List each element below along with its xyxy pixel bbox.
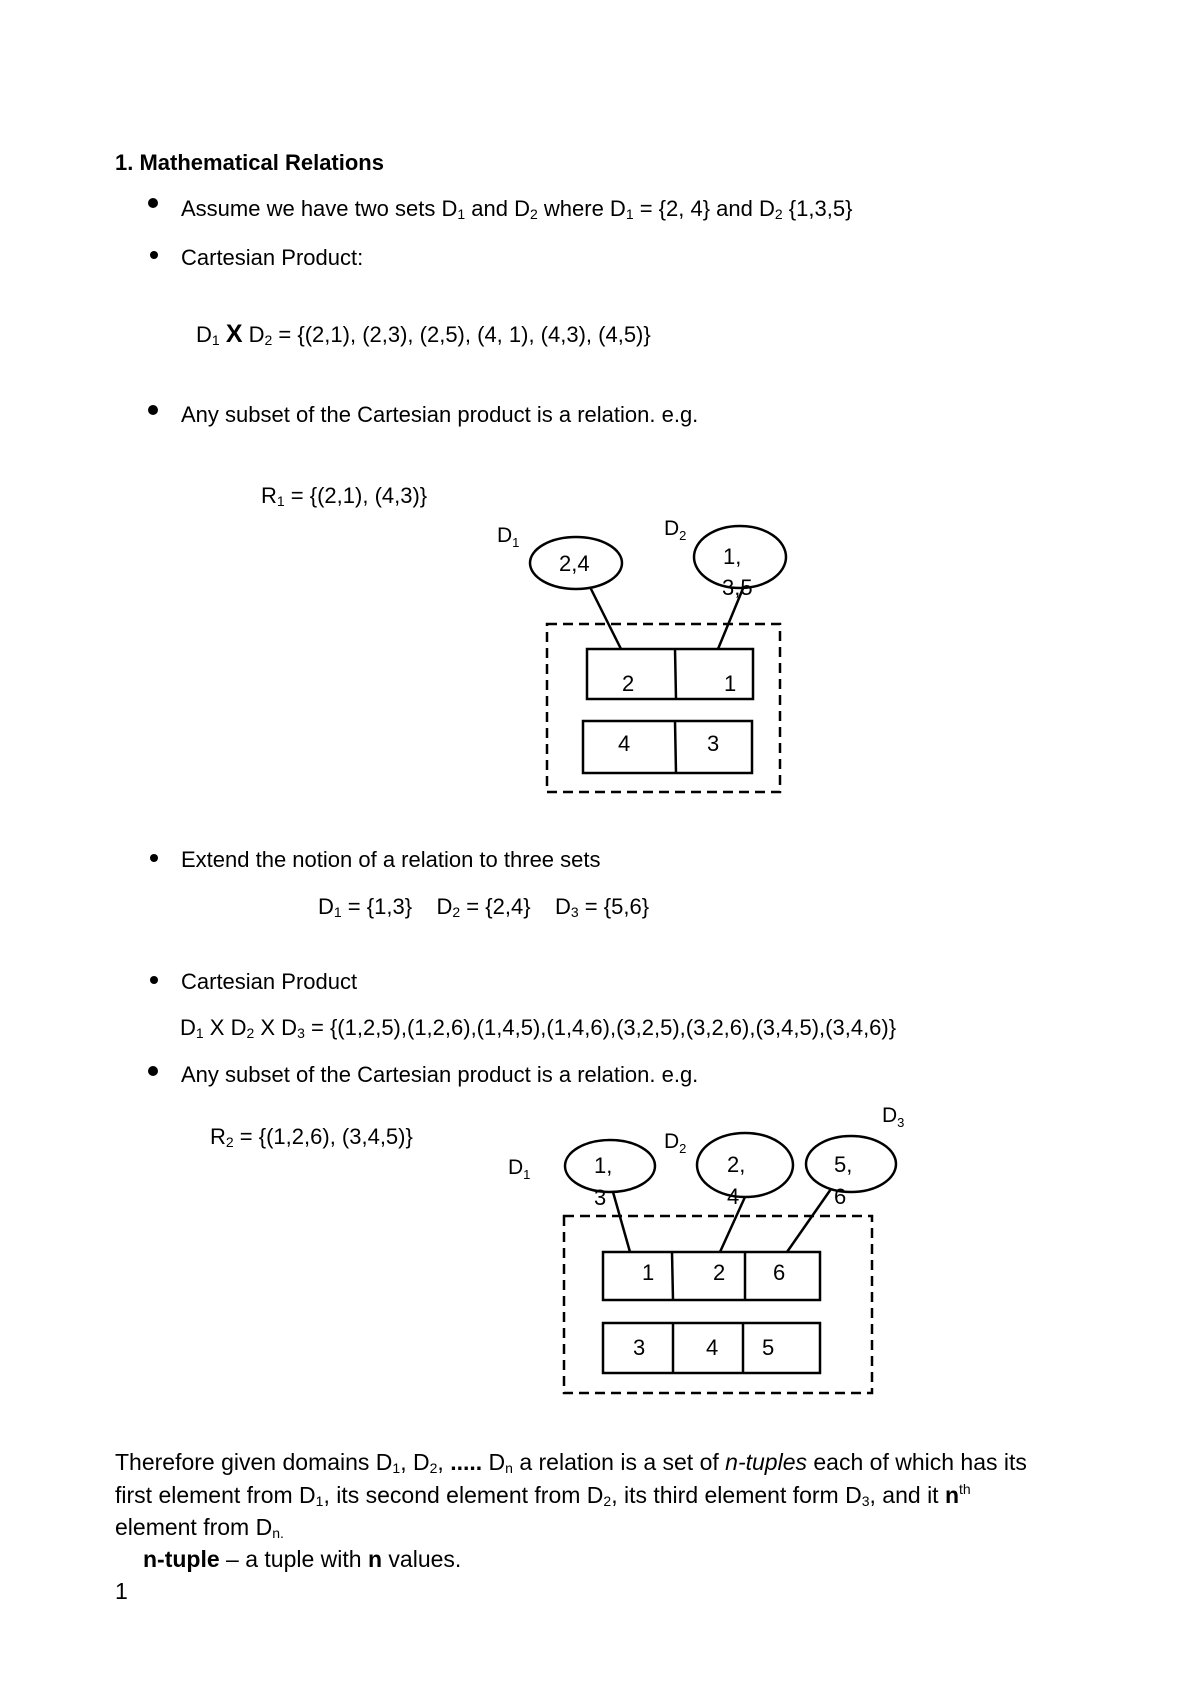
diagram2-cell: 3 xyxy=(633,1335,646,1360)
cartesian-product-d1-d2-d3: $D_1$ X $D_2$ X $D_3 = \{(1,2,5),(1,2,6),(1,4,5),(1,4,6),(3,2,5),(3,2,6),(3,4,5),(3,4,6)\}$ xyxy=(180,1015,897,1041)
diagram2-cell: 2 xyxy=(713,1260,726,1285)
bullet-cartesian-product: Cartesian Product: xyxy=(181,245,364,270)
diagram1-cell: 1 xyxy=(724,671,737,696)
diagram2-cell: 1 xyxy=(642,1260,655,1285)
bullet-three-sets: Extend the notion of a relation to three sets xyxy=(181,847,601,872)
diagram2-cell-divider xyxy=(672,1252,673,1300)
diagram2-oval2-text-line2: 4 xyxy=(727,1184,740,1209)
relation-r2: $R_2 = \{(1,2,6)$, (3,4,5)} xyxy=(210,1124,413,1150)
section-heading: 1. Mathematical Relations xyxy=(115,150,384,175)
diagram2-d1-label: $D_1$ xyxy=(508,1156,531,1182)
diagram2-d2-label: $D_2$ xyxy=(664,1130,687,1156)
bullet-sets-definition: Assume we have two sets $D_1$ and $D_2$ where $D_1 = \{2$, 4} and $D_2$ {1,3,5} xyxy=(181,196,853,222)
bullet-subset-relation-2: Any subset of the Cartesian product is a relation. e.g. xyxy=(181,1062,699,1087)
diagram1-d1-label: $D_1$ xyxy=(497,524,520,550)
diagram1-cell: 3 xyxy=(707,731,720,756)
bullet-cartesian-product-2: Cartesian Product xyxy=(181,969,358,994)
diagram1-cell: 4 xyxy=(618,731,631,756)
diagram1-oval2-text-line2: 3,5 xyxy=(722,575,753,600)
diagram2-d3-label: $D_3$ xyxy=(882,1104,905,1130)
diagram2-oval3-text-line2: 6 xyxy=(834,1184,847,1209)
diagram1-oval1-text: 2,4 xyxy=(559,551,590,576)
n-tuple-definition: n-tuple – a tuple with n values. xyxy=(143,1546,462,1572)
conclusion-line-1: Therefore given domains $D_1$, $D_2$, ..... $D_n$ a relation is a set of n-tuples each of which has its xyxy=(115,1449,1027,1476)
diagram1-cell: 2 xyxy=(622,671,635,696)
bullet-subset-relation: Any subset of the Cartesian product is a relation. e.g. xyxy=(181,402,699,427)
diagram2-oval1-text-line1: 1, xyxy=(594,1153,613,1178)
diagram1-d2-label: $D_2$ xyxy=(664,517,687,543)
diagram2-oval1-text-line2: 3 xyxy=(594,1185,607,1210)
three-sets-definition: $D_1 = \{1,3\}$ $D_2 = \{2,4\}$ $D_3 = \{5,6\}$ xyxy=(318,894,650,920)
diagram2-oval3-text-line1: 5, xyxy=(834,1152,853,1177)
diagram2-relation-boundary xyxy=(564,1216,872,1393)
diagram2-connector xyxy=(613,1192,630,1252)
diagram2-cell: 5 xyxy=(762,1335,775,1360)
conclusion-line-3: element from $D_{n.}$ xyxy=(115,1514,284,1541)
diagram2-connector xyxy=(787,1189,831,1252)
diagram1-oval2-text-line1: 1, xyxy=(723,544,742,569)
diagram2-tuple-row xyxy=(603,1252,820,1300)
page-number: 1 xyxy=(115,1578,128,1604)
relation-r1: $R_1 = \{(2,1)$, (4,3)} xyxy=(261,483,428,509)
diagram2-cell: 4 xyxy=(706,1335,719,1360)
diagram2-oval2-text-line1: 2, xyxy=(727,1152,746,1177)
conclusion-line-2: first element from $D_1$, its second element from $D_2$, its third element form $D_3$, and it $n^{th}$ xyxy=(115,1481,971,1509)
diagram2-cell: 6 xyxy=(773,1260,786,1285)
cartesian-product-d1-d2: $D_1$ X $D_2 = \{(2,1)$, (2,3), (2,5), (4, 1), (4,3), (4,5)} xyxy=(196,320,651,348)
